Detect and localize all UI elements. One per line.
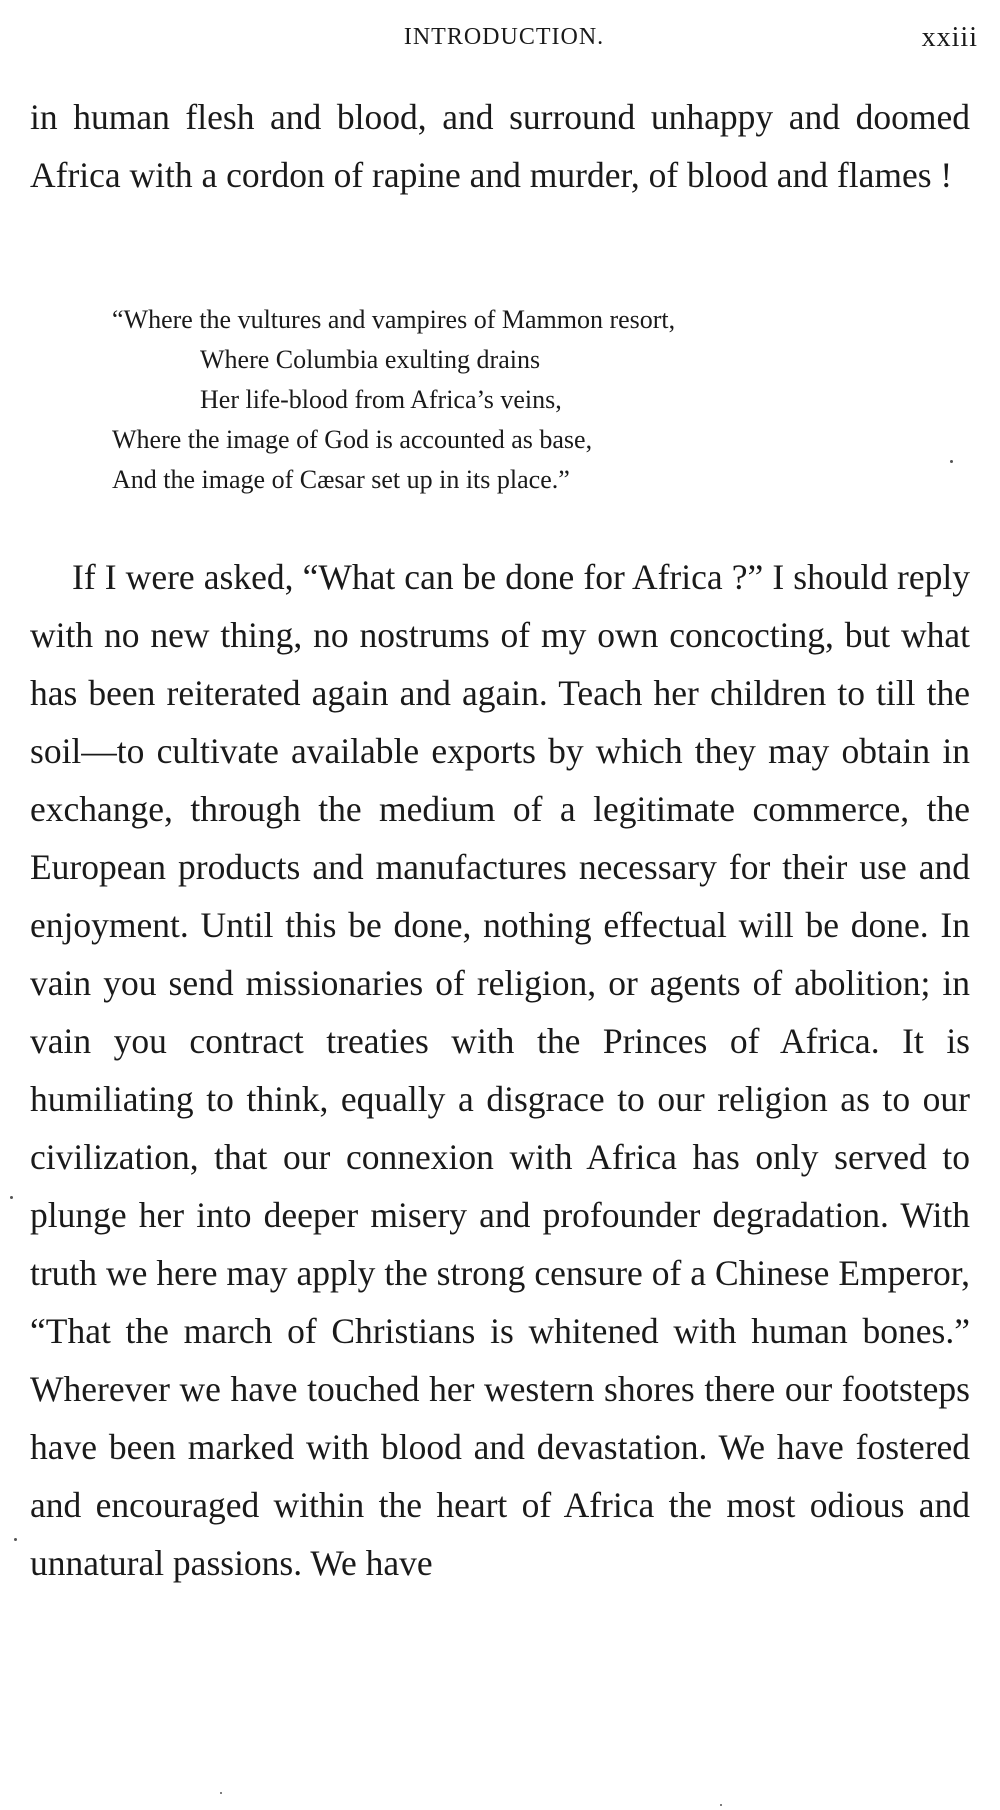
verse-line: And the image of Cæsar set up in its place.” bbox=[112, 465, 570, 494]
paragraph-main: If I were asked, “What can be done for Africa ?” I should reply with no new thing, no nostrums of my own concocting, but what has been reiterated again and again. Teach her children to till the soil—to cultivate available exports by which they may obtain in exchange, through the medium of a legitimate commerce, the European products and manufactures necessary for their use and enjoyment. Until this be done, nothing effectual will be done. In vain you send missionaries of religion, or agents of abolition; in vain you contract treaties with the Princes of Africa. It is humiliating to think, equally a disgrace to our religion as to our civilization, that our connexion with Africa has only served to plunge her into deeper misery and profounder degradation. With truth we here may apply the strong censure of a Chinese Emperor, “That the march of Christians is whitened with human bones.” Wherever we have touched her western shores there our footsteps have been marked with blood and devastation. We have fostered and encouraged within the heart of Africa the most odious and unnatural passions. We have bbox=[30, 557, 970, 1583]
verse-quotation bbox=[112, 300, 912, 500]
print-speck bbox=[220, 1792, 222, 1794]
verse-line: Her life-blood from Africa’s veins, bbox=[200, 385, 562, 414]
print-speck bbox=[720, 1804, 722, 1806]
print-speck bbox=[10, 1196, 13, 1199]
running-head bbox=[30, 18, 978, 58]
paragraph-continued: in human flesh and blood, and surround unhappy and doomed Africa with a cordon of rapine and murder, of blood and flames ! bbox=[30, 97, 970, 195]
verse-line: Where the image of God is accounted as base, bbox=[112, 425, 593, 454]
verse-line: “Where the vultures and vampires of Mammon resort, bbox=[112, 305, 676, 334]
print-speck bbox=[14, 1538, 17, 1541]
running-title: INTRODUCTION. bbox=[403, 24, 605, 50]
verse-line: Where Columbia exulting drains bbox=[200, 345, 541, 374]
page-number: xxiii bbox=[921, 22, 978, 53]
print-speck bbox=[950, 460, 953, 463]
